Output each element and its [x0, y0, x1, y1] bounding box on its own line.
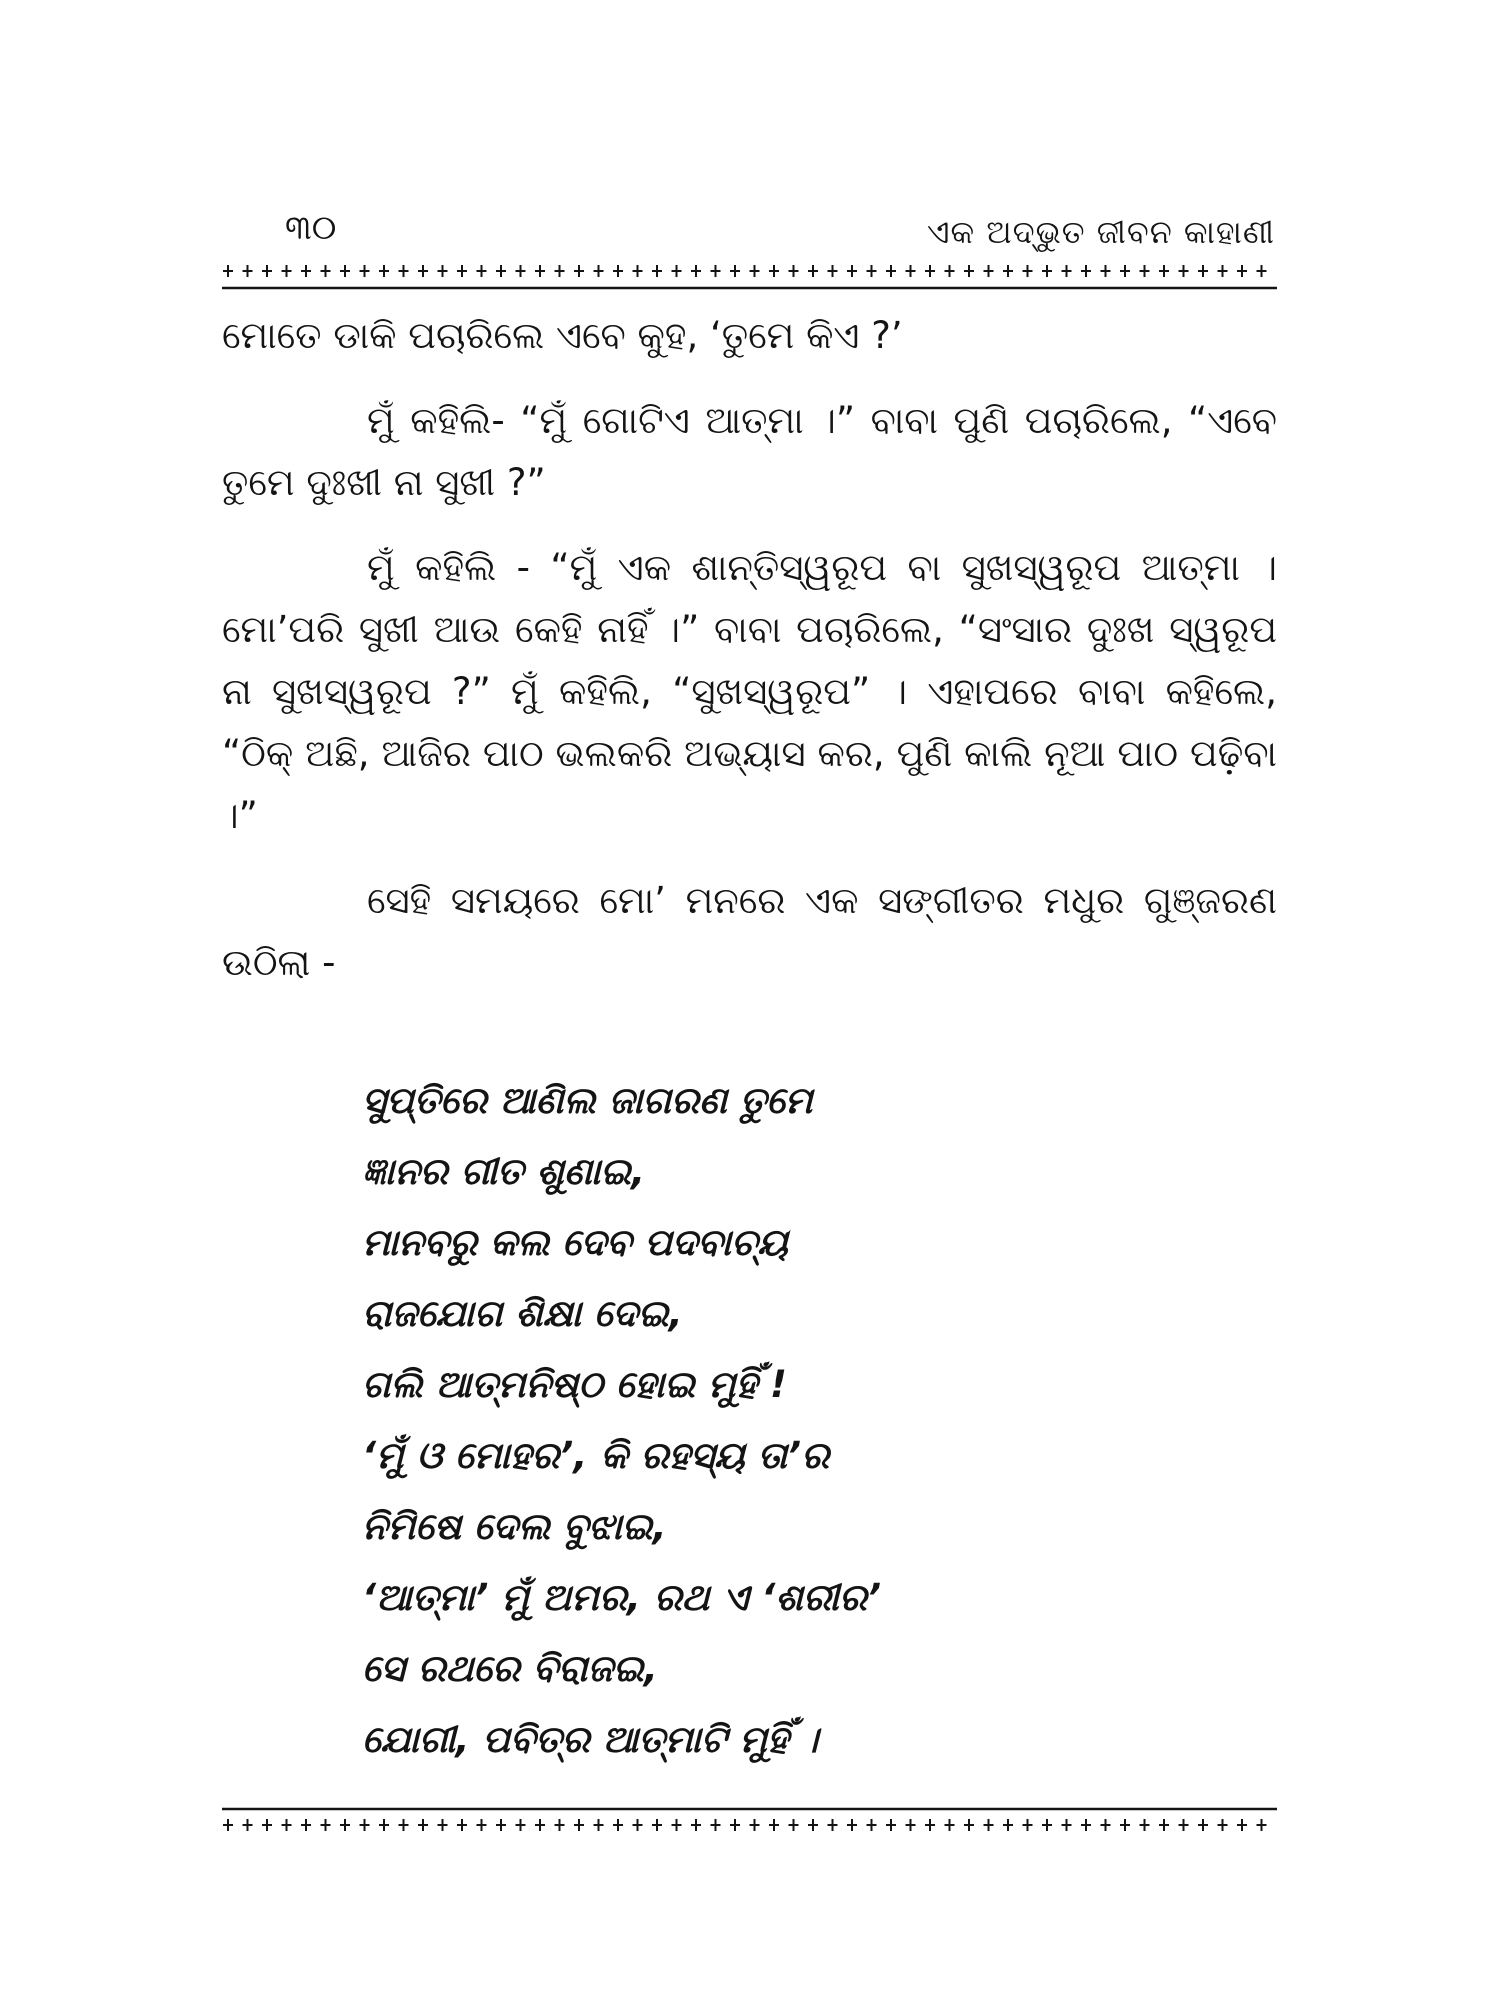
poem-line: ଯୋଗୀ, ପବିତ୍ର ଆତ୍ମାଟି ମୁହିଁ । [362, 1718, 819, 1761]
poem [362, 1065, 1242, 1775]
poem-line: ଗଲି ଆତ୍ମନିଷ୍ଠ ହୋଇ ମୁହିଁ ! [362, 1363, 787, 1406]
poem-line: ସେ ରଥରେ ବିରାଜଇ, [362, 1647, 658, 1690]
poem-line: ରାଜଯୋଗ ଶିକ୍ଷା ଦେଇ, [362, 1292, 683, 1335]
poem-line: ସୁପ୍ତିରେ ଆଣିଲ ଜାଗରଣ ତୁମେ [362, 1079, 813, 1122]
poem-line: ଜ୍ଞାନର ଗୀତ ଶୁଣାଇ, [362, 1150, 646, 1193]
page-number: ୩୦ [285, 208, 337, 248]
paragraph: ମୋତେ ଡାକି ପଚାରିଲେ ଏବେ କୁହ, ‘ତୁମେ କିଏ ?’ [222, 314, 903, 357]
running-title: ଏକ ଅଦ୍ଭୁତ ଜୀବନ କାହାଣୀ [927, 213, 1275, 251]
poem-line: ମାନବରୁ କଲ ଦେବ ପଦବାଚ୍ୟ [362, 1221, 788, 1264]
bottom-ornamental-border [222, 1805, 1277, 1839]
top-ornamental-border [222, 258, 1277, 292]
body-text [222, 305, 1277, 1017]
paragraph: ମୁଁ କହିଲି- “ମୁଁ ଗୋଟିଏ ଆତ୍ମା ।” ବାବା ପୁଣି ପଚାରିଲେ, “ଏବେ ତୁମେ ଦୁଃଖୀ ନା ସୁଖୀ ?” [222, 399, 1277, 504]
poem-line: ‘ମୁଁ ଓ ମୋହର’, କି ରହସ୍ୟ ତା’ର [362, 1434, 830, 1477]
poem-line: ‘ଆତ୍ମା’ ମୁଁ ଅମର, ରଥ ଏ ‘ଶରୀର’ [362, 1576, 882, 1619]
paragraph: ସେହି ସମୟରେ ମୋ’ ମନରେ ଏକ ସଙ୍ଗୀତର ମଧୁର ଗୁଞ୍ଜରଣ ଉଠିଲା - [222, 879, 1277, 984]
paragraph: ମୁଁ କହିଲି - “ମୁଁ ଏକ ଶାନ୍ତିସ୍ୱରୂପ ବା ସୁଖସ୍ୱରୂପ ଆତ୍ମା । ମୋ’ପରି ସୁଖୀ ଆଉ କେହି ନାହିଁ ।” ବାବା ପଚାରିଲେ, “ସଂସାର ଦୁଃଖ ସ୍ୱରୂପ ନା ସୁଖସ୍ୱରୂପ ?” ମୁଁ କହିଲି, “ସୁଖସ୍ୱରୂପ” । ଏହାପରେ ବାବା କହିଲେ, “ଠିକ୍ ଅଛି, ଆଜିର ପାଠ ଭଲକରି ଅଭ୍ୟାସ କର, ପୁଣି କାଲି ନୂଆ ପାଠ ପଢ଼ିବା ।” [222, 546, 1277, 837]
poem-line: ନିମିଷେ ଦେଲ ବୁଝାଇ, [362, 1505, 667, 1548]
